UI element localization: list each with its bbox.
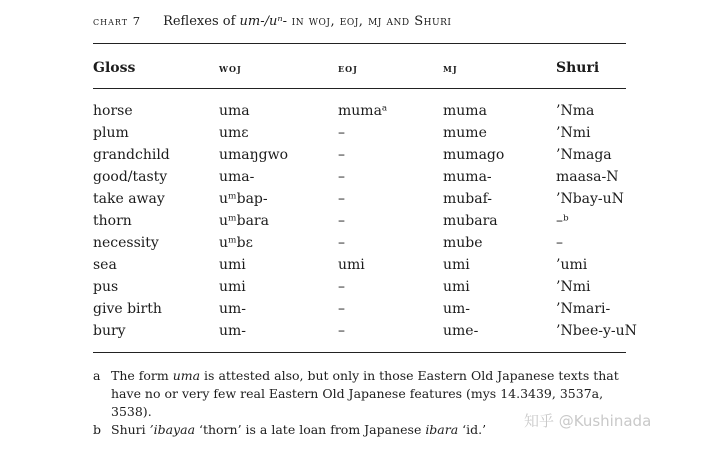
cell-mj: muma — [443, 103, 487, 119]
cell-eoj: – — [338, 323, 345, 339]
cell-shuri: ’Nmi — [556, 125, 591, 141]
cell-mj: mume — [443, 125, 487, 141]
cell-gloss: thorn — [93, 213, 132, 229]
table-header — [93, 58, 626, 78]
cell-eoj: – — [338, 235, 345, 251]
chart-number: chart 7 — [93, 14, 142, 28]
cell-gloss: plum — [93, 125, 129, 141]
cell-eoj: – — [338, 213, 345, 229]
top-rule — [93, 43, 626, 44]
chart-caption — [93, 14, 451, 29]
cell-woj: umɛ — [219, 125, 249, 141]
cell-mj: mubara — [443, 213, 498, 229]
cell-shuri: ’Nmaga — [556, 147, 612, 163]
cell-mj: muma- — [443, 169, 492, 185]
header-rule — [93, 88, 626, 89]
cell-shuri: ’Nma — [556, 103, 595, 119]
col-gloss: Gloss — [93, 60, 136, 76]
table-row — [93, 320, 626, 342]
table-row — [93, 232, 626, 254]
cell-shuri: –ᵇ — [556, 213, 569, 229]
cell-mj: umi — [443, 257, 470, 273]
table-row — [93, 210, 626, 232]
table-row — [93, 144, 626, 166]
col-eoj: eoj — [338, 61, 358, 75]
cell-eoj: – — [338, 147, 345, 163]
cell-gloss: necessity — [93, 235, 159, 251]
cell-gloss: give birth — [93, 301, 162, 317]
table-row — [93, 298, 626, 320]
cell-gloss: good/tasty — [93, 169, 168, 185]
footnote-a: a The form uma is attested also, but only in those Eastern Old Japanese texts that have no or very few real Eastern Old Japanese features (mys 14.3439, 3537a, 3538). — [93, 368, 619, 419]
cell-gloss: grandchild — [93, 147, 170, 163]
cell-eoj: – — [338, 125, 345, 141]
col-shuri: Shuri — [556, 60, 600, 76]
cell-woj: uᵐbap- — [219, 191, 268, 207]
cell-mj: mubaf- — [443, 191, 493, 207]
cell-eoj: – — [338, 191, 345, 207]
cell-shuri: ’Nmi — [556, 279, 591, 295]
cell-mj: um- — [443, 301, 471, 317]
cell-shuri: ’Nbay-uN — [556, 191, 624, 207]
cell-woj: uma- — [219, 169, 255, 185]
col-woj: woj — [219, 61, 242, 75]
cell-shuri: ’Nbee-y-uN — [556, 323, 637, 339]
cell-woj: uᵐbara — [219, 213, 269, 229]
cell-woj: um- — [219, 301, 247, 317]
cell-gloss: pus — [93, 279, 119, 295]
cell-gloss: bury — [93, 323, 126, 339]
caption-form: um-/uⁿ- — [239, 14, 288, 29]
cell-woj: umi — [219, 279, 246, 295]
cell-gloss: take away — [93, 191, 165, 207]
cell-eoj: – — [338, 301, 345, 317]
cell-eoj: – — [338, 279, 345, 295]
footnote-label: b — [93, 422, 102, 437]
footnote-b: b Shuri ’ibayaa ‘thorn’ is a late loan from Japanese ibara ‘id.’ — [93, 422, 487, 437]
data-table — [93, 100, 637, 342]
cell-gloss: horse — [93, 103, 133, 119]
table-row — [93, 122, 626, 144]
caption-pre: Reflexes of — [163, 14, 240, 29]
cell-eoj: umi — [338, 257, 365, 273]
table-row — [93, 254, 626, 276]
cell-gloss: sea — [93, 257, 117, 273]
cell-woj: umi — [219, 257, 246, 273]
footnote-label: a — [93, 368, 101, 383]
watermark: 知乎 @Kushinada — [524, 412, 652, 430]
table-row — [93, 188, 626, 210]
cell-shuri: maasa-N — [556, 169, 619, 185]
cell-mj: umi — [443, 279, 470, 295]
table-row — [93, 100, 626, 122]
cell-shuri: – — [556, 235, 563, 251]
cell-shuri: ’Nmari- — [556, 301, 611, 317]
table-row — [93, 276, 626, 298]
cell-eoj: – — [338, 169, 345, 185]
cell-woj: uᵐbɛ — [219, 235, 253, 251]
table-row — [93, 166, 626, 188]
caption-post: in woj, eoj, mj and Shuri — [287, 14, 452, 29]
cell-woj: um- — [219, 323, 247, 339]
cell-eoj: mumaᵃ — [338, 103, 388, 119]
cell-mj: mube — [443, 235, 483, 251]
cell-shuri: ’umi — [556, 257, 588, 273]
bottom-rule — [93, 352, 626, 353]
col-mj: mj — [443, 61, 458, 75]
cell-woj: umaŋgwo — [219, 147, 289, 163]
cell-mj: ume- — [443, 323, 479, 339]
cell-woj: uma — [219, 103, 250, 119]
cell-mj: mumago — [443, 147, 505, 163]
